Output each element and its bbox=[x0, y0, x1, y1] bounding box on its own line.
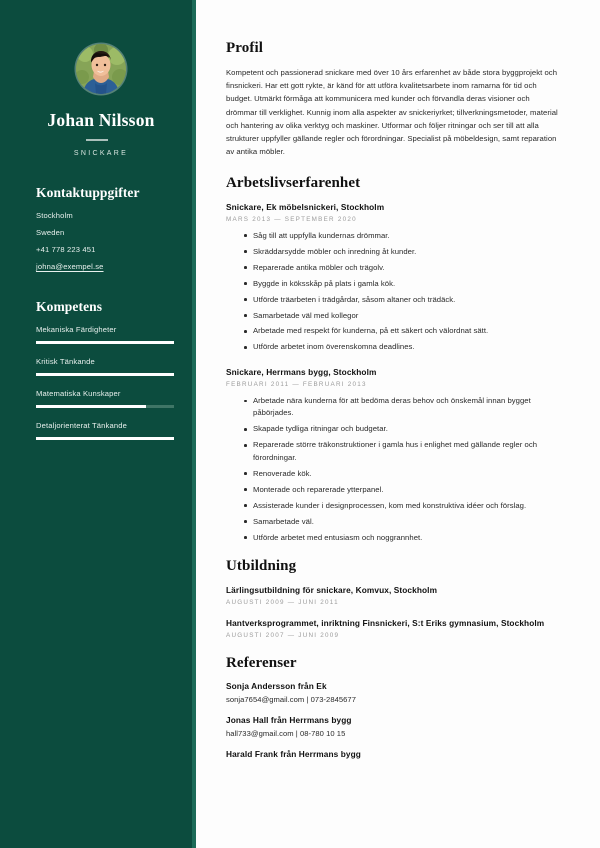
experience-bullet-list bbox=[226, 395, 560, 544]
reference-contact: hall733@gmail.com | 08-780 10 15 bbox=[226, 729, 346, 739]
contact-city: Stockholm bbox=[36, 210, 73, 220]
bullet-item: Reparerade antika möbler och trägolv. bbox=[244, 262, 560, 274]
education-entry-date: AUGUSTI 2009 — JUNI 2011 bbox=[226, 599, 339, 607]
education-entry-date: AUGUSTI 2007 — JUNI 2009 bbox=[226, 632, 340, 640]
contact-heading: Kontaktuppgifter bbox=[36, 184, 140, 200]
skill-bar-fill bbox=[36, 341, 174, 344]
education-entry-title: Lärlingsutbildning för snickare, Komvux, Stockholm bbox=[226, 585, 438, 596]
skill-item bbox=[36, 389, 174, 408]
bullet-item: Samarbetade väl. bbox=[244, 516, 560, 528]
skill-label: Mekaniska Färdigheter bbox=[36, 325, 117, 335]
experience-entry bbox=[226, 366, 560, 544]
skill-item bbox=[36, 325, 174, 344]
bullet-item: Assisterade kunder i designprocessen, kom med konstruktiva idéer och förslag. bbox=[244, 500, 560, 512]
experience-entry-date: FEBRUARI 2011 — FEBRUARI 2013 bbox=[226, 380, 367, 388]
bullet-item: Utförde arbetet inom överenskomna deadlines. bbox=[244, 341, 560, 353]
skill-label: Detaljorienterat Tänkande bbox=[36, 421, 127, 431]
job-title: SNICKARE bbox=[73, 149, 129, 157]
bullet-item: Utförde träarbeten i trädgårdar, såsom altaner och trädäck. bbox=[244, 294, 560, 306]
section-education bbox=[226, 558, 560, 639]
experience-entry bbox=[226, 201, 560, 354]
reference-name: Sonja Andersson från Ek bbox=[226, 681, 327, 692]
education-entry-title: Hantverksprogrammet, inriktning Finsnickeri, S:t Eriks gymnasium, Stockholm bbox=[226, 618, 545, 629]
bullet-item: Arbetade nära kunderna för att bedöma deras behov och önskemål innan bygget påbörjades. bbox=[244, 395, 560, 420]
skill-item bbox=[36, 421, 174, 440]
avatar bbox=[76, 44, 126, 94]
main-content bbox=[196, 0, 600, 848]
bullet-item: Monterade och reparerade ytterpanel. bbox=[244, 484, 560, 496]
section-title-profile: Profil bbox=[226, 40, 263, 56]
experience-entry-title: Snickare, Ek möbelsnickeri, Stockholm bbox=[226, 201, 385, 212]
skills-list bbox=[36, 325, 174, 440]
name-divider bbox=[86, 139, 108, 141]
contact-country: Sweden bbox=[36, 227, 65, 237]
education-entry bbox=[226, 584, 560, 606]
skill-bar-track bbox=[36, 405, 174, 408]
skill-bar-fill bbox=[36, 437, 174, 440]
bullet-item: Arbetade med respekt för kunderna, på ett säkert och välordnat sätt. bbox=[244, 325, 560, 337]
section-title-education: Utbildning bbox=[226, 558, 297, 575]
reference-entry bbox=[226, 749, 560, 759]
reference-entry bbox=[226, 681, 560, 704]
skill-label: Matematiska Kunskaper bbox=[36, 389, 121, 399]
bullet-item: Samarbetade väl med kollegor bbox=[244, 310, 560, 322]
section-profile bbox=[226, 40, 560, 159]
reference-contact: sonja7654@gmail.com | 073-2845677 bbox=[226, 695, 356, 705]
contact-phone: +41 778 223 451 bbox=[36, 245, 96, 255]
experience-bullet-list bbox=[226, 230, 560, 354]
skill-bar-fill bbox=[36, 373, 174, 376]
contact-email-link[interactable]: johna@exempel.se bbox=[36, 262, 104, 272]
skill-bar-track bbox=[36, 437, 174, 440]
skill-bar-fill bbox=[36, 405, 146, 408]
skill-bar-track bbox=[36, 373, 174, 376]
experience-entry-date: MARS 2013 — SEPTEMBER 2020 bbox=[226, 215, 357, 223]
bullet-item: Utförde arbetet med entusiasm och noggrannhet. bbox=[244, 532, 560, 544]
education-entry bbox=[226, 617, 560, 639]
bullet-item: Byggde in köksskåp på plats i gamla kök. bbox=[244, 278, 560, 290]
skill-label: Kritisk Tänkande bbox=[36, 357, 95, 367]
page-title: Johan Nilsson bbox=[47, 110, 155, 130]
avatar-wrapper bbox=[28, 44, 174, 94]
bullet-item: Reparerade större träkonstruktioner i gamla hus i enlighet med gällande regler och förordningar. bbox=[244, 439, 560, 464]
experience-entry-title: Snickare, Herrmans bygg, Stockholm bbox=[226, 366, 377, 377]
contact-list bbox=[36, 211, 174, 274]
reference-name: Harald Frank från Herrmans bygg bbox=[226, 749, 361, 760]
bullet-item: Skräddarsydde möbler och inredning åt kunder. bbox=[244, 246, 560, 258]
bullet-item: Såg till att uppfylla kundernas drömmar. bbox=[244, 230, 560, 242]
profile-photo-icon bbox=[76, 44, 126, 94]
skills-heading: Kompetens bbox=[36, 299, 103, 315]
skill-item bbox=[36, 357, 174, 376]
skill-bar-track bbox=[36, 341, 174, 344]
profile-text: Kompetent och passionerad snickare med över 10 års erfarenhet av både stora byggprojekt och finsnickeri. Har ett gott rykte, är känd för att utföra kvalitetsarbete inom ramarna för tid och budget. Utmärkt förmåga att kommunicera med kunder och förvandla deras visioner och drömmar till verklighet. Kunnig inom alla aspekter av snickeriyrket; tillverkningsmetoder, material och hantering av olika verktyg och maskiner. Utformar och följer ritningar och ser till att alla strukturer uppfyller gällande regler och förordningar. Specialist på möbeldesign, samt reparation av antika möbler. bbox=[226, 68, 558, 157]
sidebar bbox=[0, 0, 196, 848]
sidebar-accent-edge bbox=[192, 0, 196, 848]
reference-name: Jonas Hall från Herrmans bygg bbox=[226, 715, 352, 726]
bullet-item: Renoverade kök. bbox=[244, 468, 560, 480]
reference-entry bbox=[226, 715, 560, 738]
section-experience bbox=[226, 175, 560, 544]
section-title-experience: Arbetslivserfarenhet bbox=[226, 174, 361, 191]
section-title-references: Referenser bbox=[226, 655, 297, 672]
bullet-item: Skapade tydliga ritningar och budgetar. bbox=[244, 423, 560, 435]
section-references bbox=[226, 655, 560, 759]
